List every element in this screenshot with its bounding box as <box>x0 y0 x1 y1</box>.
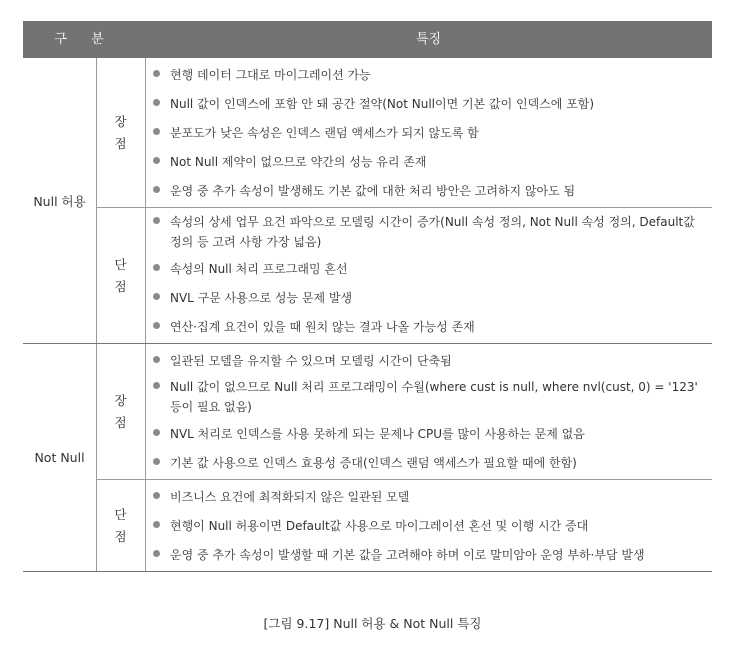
list-item: 속성의 Null 처리 프로그래밍 혼선 <box>170 254 702 283</box>
subgroup-advantages <box>96 58 712 207</box>
bullet-icon <box>153 157 160 164</box>
list-item: 기본 값 사용으로 인덱스 효용성 증대(인덱스 랜덤 액세스가 필요할 때에 한함) <box>170 448 702 477</box>
figure-caption: [그림 9.17] Null 허용 & Not Null 특징 <box>263 616 482 631</box>
list-item: 운영 중 추가 속성이 발생할 때 기본 값을 고려해야 하며 이로 말미암아 운영 부하·부담 발생 <box>170 540 702 569</box>
subgroup-advantages <box>96 344 712 479</box>
group-null-allowed <box>23 58 712 344</box>
bullet-icon <box>153 293 160 300</box>
group-label: Null 허용 <box>23 58 97 343</box>
subgroup-label-top: 단 <box>114 256 127 272</box>
subgroup-label-bottom: 점 <box>114 135 127 151</box>
group-label: Not Null <box>23 344 97 571</box>
bullet-icon <box>153 521 160 528</box>
bullet-icon <box>153 70 160 77</box>
subgroup-disadvantages <box>96 479 712 571</box>
group-not-null <box>23 344 712 572</box>
bullet-icon <box>153 99 160 106</box>
list-item: 연산·집계 요건이 있을 때 원치 않는 결과 나올 가능성 존재 <box>170 312 702 341</box>
subgroup-label <box>96 480 146 571</box>
bullet-icon <box>153 550 160 557</box>
list-item: Null 값이 인덱스에 포함 안 돼 공간 절약(Not Null이면 기본 값이 인덱스에 포함) <box>170 89 702 118</box>
list-item: 비즈니스 요건에 최적화되지 않은 일관된 모델 <box>170 482 702 511</box>
list-item: 현행이 Null 허용이면 Default값 사용으로 마이그레이션 혼선 및 이행 시간 증대 <box>170 511 702 540</box>
list-item: Not Null 제약이 없으므로 약간의 성능 유리 존재 <box>170 147 702 176</box>
list-item: 운영 중 추가 속성이 발생해도 기본 값에 대한 처리 방안은 고려하지 않아도 됨 <box>170 176 702 205</box>
subgroup-label-bottom: 점 <box>114 528 127 544</box>
list-item: 속성의 상세 업무 요건 파악으로 모델링 시간이 증가(Null 속성 정의, Not Null 속성 정의, Default값 정의 등 고려 사항 가장 넓음) <box>170 210 702 254</box>
subgroup-label <box>96 344 146 479</box>
bullet-icon <box>153 128 160 135</box>
subgroup-label <box>96 208 146 343</box>
list-item: 일관된 모델을 유지할 수 있으며 모델링 시간이 단축됨 <box>170 346 702 375</box>
list-item: NVL 구문 사용으로 성능 문제 발생 <box>170 283 702 312</box>
bullet-icon <box>153 322 160 329</box>
list-item: NVL 처리로 인덱스를 사용 못하게 되는 문제나 CPU를 많이 사용하는 문제 없음 <box>170 419 702 448</box>
header-features: 특징 <box>415 32 442 47</box>
bullet-icon <box>153 186 160 193</box>
bullet-icon <box>153 429 160 436</box>
bullet-icon <box>153 382 160 389</box>
subgroup-label-top: 단 <box>114 506 127 522</box>
list-item: 분포도가 낮은 속성은 인덱스 랜덤 액세스가 되지 않도록 함 <box>170 118 702 147</box>
list-item: Null 값이 없으므로 Null 처리 프로그래밍이 수월(where cust is null, where nvl(cust, 0) = '123' 등이 필요 없음) <box>170 375 702 419</box>
bullet-icon <box>153 492 160 499</box>
header-category: 구 분 <box>54 32 114 47</box>
bullet-icon <box>153 356 160 363</box>
subgroup-disadvantages <box>96 207 712 343</box>
subgroup-label-top: 장 <box>114 113 127 129</box>
list-item: 현행 데이터 그대로 마이그레이션 가능 <box>170 60 702 89</box>
bullet-icon <box>153 264 160 271</box>
features-table <box>23 21 712 572</box>
bullet-icon <box>153 217 160 224</box>
subgroup-label-bottom: 점 <box>114 278 127 294</box>
table-header <box>23 21 712 58</box>
bullet-icon <box>153 458 160 465</box>
subgroup-label-bottom: 점 <box>114 414 127 430</box>
subgroup-label <box>96 58 146 207</box>
subgroup-label-top: 장 <box>114 392 127 408</box>
